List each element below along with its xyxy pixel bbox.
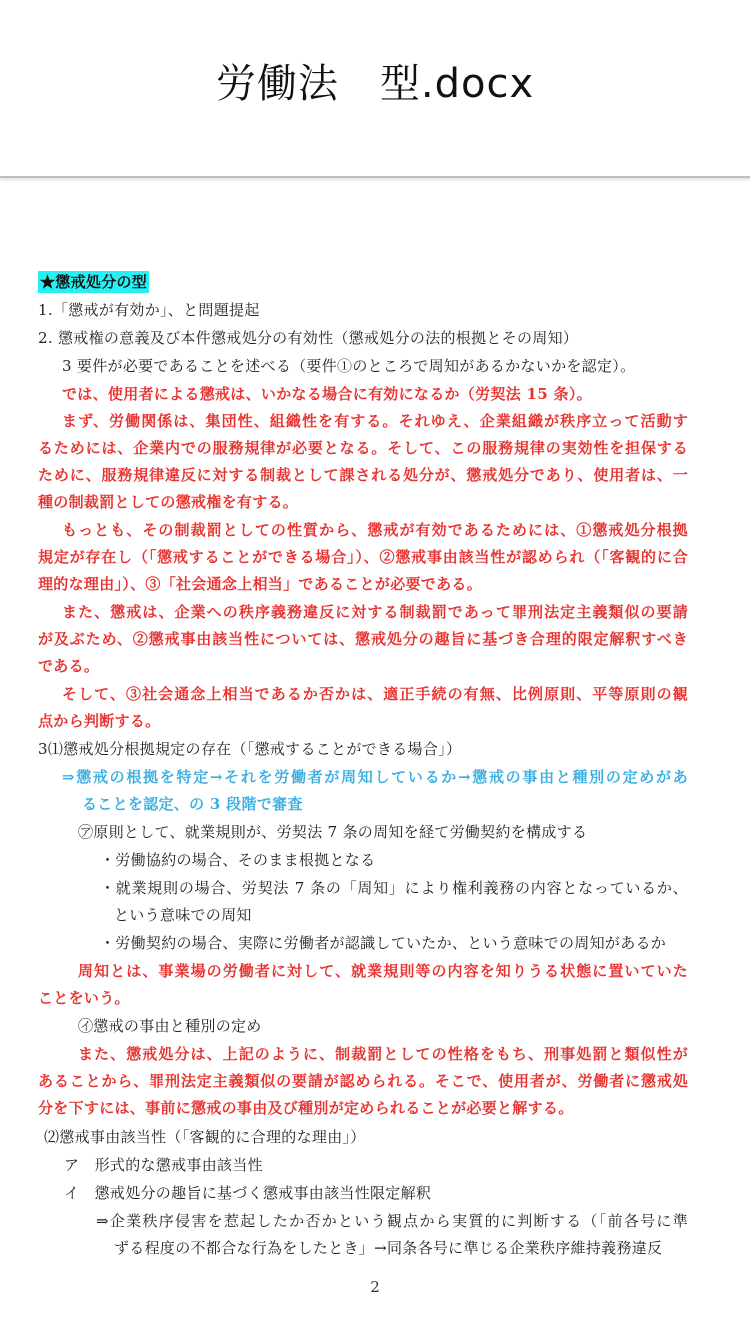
doc-line: また、懲戒処分は、上記のように、制裁罰としての性格をもち、刑事処罰と類似性が xyxy=(78,1045,688,1063)
doc-line: ・就業規則の場合、労契法 7 条の「周知」により権利義務の内容となっているか、 xyxy=(100,879,688,897)
doc-line: 分を下すには、事前に懲戒の事由及び種別が定められることが必要と解する。 xyxy=(38,1099,574,1117)
doc-line: が及ぶため、②懲戒事由該当性については、懲戒処分の趣旨に基づき合理的限定解釈すべき xyxy=(38,630,688,648)
doc-line: ・労働契約の場合、実際に労働者が認識していたか、という意味での周知があるか xyxy=(100,934,667,952)
title-bar xyxy=(0,0,750,178)
doc-line: ㋑懲戒の事由と種別の定め xyxy=(78,1017,262,1035)
doc-line: 1.「懲戒が有効か」、と問題提起 xyxy=(38,301,260,319)
doc-line: 点から判断する。 xyxy=(38,712,161,730)
doc-line: 2. 懲戒権の意義及び本件懲戒処分の有効性（懲戒処分の法的根拠とその周知） xyxy=(38,329,579,347)
doc-line: そして、③社会通念上相当であるか否かは、適正手続の有無、比例原則、平等原則の観 xyxy=(62,685,688,703)
page-number: 2 xyxy=(370,1278,380,1296)
highlighted-heading: ★懲戒処分の型 xyxy=(40,273,148,291)
doc-line: という意味での周知 xyxy=(114,906,252,924)
doc-line: もっとも、その制裁罰としての性質から、懲戒が有効であるためには、①懲戒処分根拠 xyxy=(62,521,688,539)
doc-line: 種の制裁罰としての懲戒権を有する。 xyxy=(38,493,299,511)
doc-line: ⇒企業秩序侵害を惹起したか否かという観点から実質的に判断する（「前各号に準 xyxy=(96,1212,688,1230)
doc-line: るためには、企業内での服務規律が必要となる。そして、この服務規律の実効性を担保する xyxy=(38,439,688,457)
document-page[interactable] xyxy=(0,178,750,1334)
doc-line: まず、労働関係は、集団性、組織性を有する。それゆえ、企業組織が秩序立って活動す xyxy=(62,412,688,430)
doc-line: では、使用者による懲戒は、いかなる場合に有効になるか（労契法 15 条）。 xyxy=(62,385,592,403)
doc-line: ㋐原則として、就業規則が、労契法 7 条の周知を経て労働契約を構成する xyxy=(78,823,588,841)
section-heading xyxy=(38,272,149,292)
doc-line: である。 xyxy=(38,657,100,675)
doc-line: 規定が存在し（「懲戒することができる場合」）、②懲戒事由該当性が認められ（「客観的に合 xyxy=(38,548,688,566)
doc-line: ために、服務規律違反に対する制裁として課される処分が、懲戒処分であり、使用者は、一 xyxy=(38,466,688,484)
doc-line: ことをいう。 xyxy=(38,989,130,1007)
doc-line: ⑵懲戒事由該当性（「客観的に合理的な理由」） xyxy=(44,1128,366,1146)
doc-line: 周知とは、事業場の労働者に対して、就業規則等の内容を知りうる状態に置いていた xyxy=(78,962,688,980)
document-title: 労働法 型.docx xyxy=(215,61,535,107)
doc-line: イ 懲戒処分の趣旨に基づく懲戒事由該当性限定解釈 xyxy=(64,1184,432,1202)
doc-line: ・労働協約の場合、そのまま根拠となる xyxy=(100,851,376,869)
doc-line: 理的な理由」）、③「社会通念上相当」であることが必要である。 xyxy=(38,575,483,593)
doc-line: 3⑴懲戒処分根拠規定の存在（「懲戒することができる場合」） xyxy=(38,740,462,758)
doc-line: ア 形式的な懲戒事由該当性 xyxy=(64,1156,263,1174)
doc-line: 3 要件が必要であることを述べる（要件①のところで周知があるかないかを認定）。 xyxy=(62,357,636,375)
doc-line: ることを認定、の 3 段階で審査 xyxy=(82,795,303,813)
doc-line: あることから、罪刑法定主義類似の要請が認められる。そこで、使用者が、労働者に懲戒処 xyxy=(38,1072,688,1090)
doc-line: ⇒懲戒の根拠を特定→それを労働者が周知しているか→懲戒の事由と種別の定めがあ xyxy=(62,768,688,786)
doc-line: ずる程度の不都合な行為をしたとき」→同条各号に準じる企業秩序維持義務違反 xyxy=(114,1239,663,1257)
doc-line: また、懲戒は、企業への秩序義務違反に対する制裁罰であって罪刑法定主義類似の要請 xyxy=(62,603,688,621)
